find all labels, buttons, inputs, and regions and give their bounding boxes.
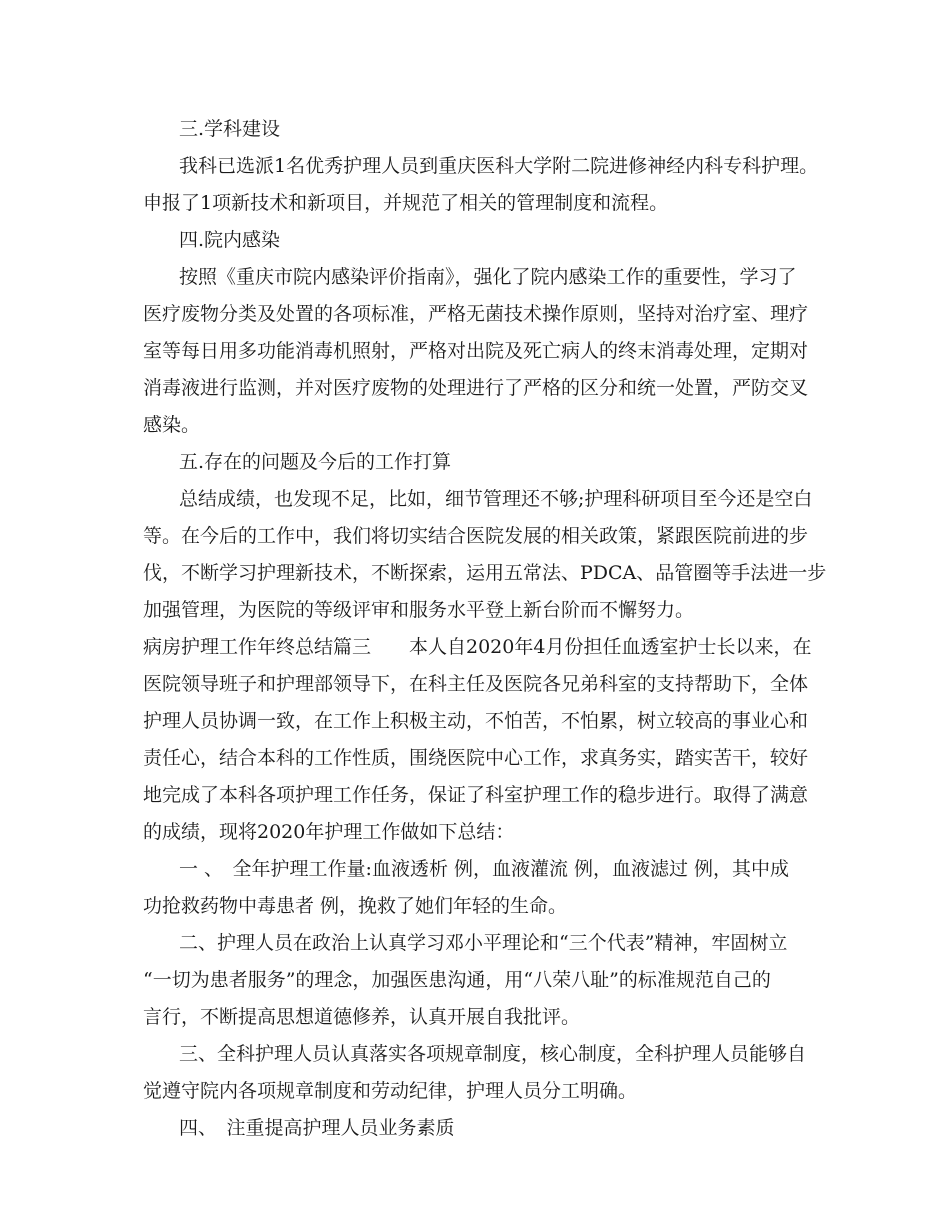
paragraph-line: 加强管理，为医院的等级评审和服务水平登上新台阶而不懈努力。 (143, 599, 695, 621)
paragraph-line: 医院领导班子和护理部领导下，在科主任及医院各兄弟科室的支持帮助下，全体 (143, 673, 809, 695)
paragraph-line: 消毒液进行监测，并对医疗废物的处理进行了严格的区分和统一处置，严防交叉 (143, 377, 809, 399)
paragraph-line: 我科已选派1名优秀护理人员到重庆医科大学附二院进修神经内科专科护理。 (179, 155, 819, 177)
paragraph-line: 觉遵守院内各项规章制度和劳动纪律，护理人员分工明确。 (143, 1080, 638, 1102)
paragraph-line: 言行，不断提高思想道德修养，认真开展自我批评。 (143, 1006, 581, 1028)
paragraph-line: 医疗废物分类及处置的各项标准，严格无菌技术操作原则，坚持对治疗室、理疗 (143, 303, 809, 325)
paragraph-line: 申报了1项新技术和新项目，并规范了相关的管理制度和流程。 (143, 192, 669, 214)
list-item-workload: 一 、 全年护理工作量:血液透析 例，血液灌流 例，血液滤过 例，其中成 (179, 858, 790, 880)
section-title-line: 病房护理工作年终总结篇三 本人自2020年4月份担任血透室护士长以来，在 (143, 636, 812, 658)
heading-problems-and-plans: 五.存在的问题及今后的工作打算 (179, 451, 452, 473)
list-item-rules: 三、全科护理人员认真落实各项规章制度，核心制度，全科护理人员能够自 (179, 1043, 807, 1065)
paragraph-line: 责任心，结合本科的工作性质，围绕医院中心工作，求真务实，踏实苦干，较好 (143, 747, 809, 769)
heading-discipline-construction: 三.学科建设 (179, 118, 281, 140)
paragraph-line: 室等每日用多功能消毒机照射，严格对出院及死亡病人的终末消毒处理，定期对 (143, 340, 809, 362)
paragraph-line: 地完成了本科各项护理工作任务，保证了科室护理工作的稳步进行。取得了满意 (143, 784, 809, 806)
list-item-political-study: 二、护理人员在政治上认真学习邓小平理论和“三个代表”精神，牢固树立 (179, 932, 788, 954)
heading-infection-control: 四.院内感染 (179, 229, 281, 251)
paragraph-line: 的成绩，现将2020年护理工作做如下总结： (143, 821, 515, 843)
paragraph-line: 等。在今后的工作中，我们将切实结合医院发展的相关政策，紧跟医院前进的步 (143, 525, 809, 547)
list-item-professional-quality: 四、 注重提高护理人员业务素质 (179, 1117, 455, 1139)
paragraph-line: “一切为患者服务”的理念，加强医患沟通，用“八荣八耻”的标准规范自己的 (143, 969, 771, 991)
paragraph-line: 护理人员协调一致，在工作上积极主动，不怕苦，不怕累，树立较高的事业心和 (143, 710, 809, 732)
paragraph-line: 感染。 (143, 414, 201, 436)
paragraph-line: 按照《重庆市院内感染评价指南》，强化了院内感染工作的重要性，学习了 (179, 266, 797, 288)
paragraph-line: 功抢救药物中毒患者 例，挽救了她们年轻的生命。 (143, 895, 568, 917)
paragraph-line: 伐，不断学习护理新技术，不断探索，运用五常法、PDCA、品管圈等手法进一步 (143, 562, 827, 584)
paragraph-line: 总结成绩，也发现不足，比如，细节管理还不够;护理科研项目至今还是空白 (179, 488, 813, 510)
